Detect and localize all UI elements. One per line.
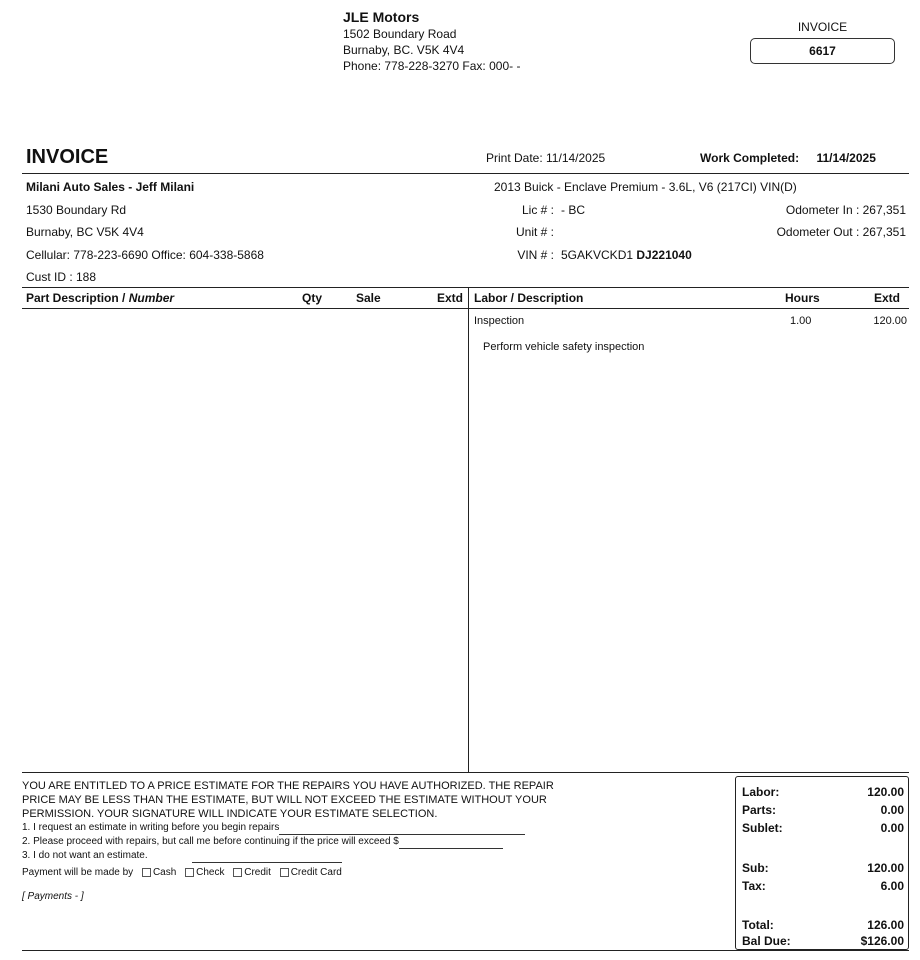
bal-due-label: Bal Due: bbox=[742, 934, 791, 948]
payment-methods bbox=[22, 866, 722, 880]
payments-note: [ Payments - ] bbox=[22, 891, 84, 902]
customer-id: Cust ID : 188 bbox=[26, 270, 97, 284]
divider bbox=[22, 287, 909, 288]
total-value: 126.00 bbox=[867, 918, 904, 932]
disclaimer-line: YOU ARE ENTITLED TO A PRICE ESTIMATE FOR THE REPAIRS YOU HAVE AUTHORIZED. THE REPAIR bbox=[22, 780, 554, 792]
work-completed-label: Work Completed: bbox=[700, 151, 800, 165]
divider bbox=[22, 308, 909, 309]
credit-label: Credit bbox=[244, 867, 271, 878]
labor-row-detail: Perform vehicle safety inspection bbox=[483, 341, 645, 353]
company-name: JLE Motors bbox=[343, 9, 420, 25]
divider bbox=[22, 772, 909, 773]
disclaimer-line: PERMISSION. YOUR SIGNATURE WILL INDICATE YOUR ESTIMATE SELECTION. bbox=[22, 808, 438, 820]
vin-label: VIN # : bbox=[517, 248, 554, 262]
credit-checkbox[interactable] bbox=[233, 868, 242, 877]
odometer-out: Odometer Out : 267,351 bbox=[776, 225, 906, 239]
credit-card-checkbox[interactable] bbox=[280, 868, 289, 877]
parts-extd-header: Extd bbox=[437, 291, 464, 305]
divider bbox=[22, 950, 909, 951]
signature-line[interactable] bbox=[279, 824, 525, 835]
sublet-value: 0.00 bbox=[880, 821, 904, 835]
qty-header: Qty bbox=[302, 291, 323, 305]
company-phone: Phone: 778-228-3270 Fax: 000- - bbox=[343, 59, 521, 73]
option-3-text: 3. I do not want an estimate. bbox=[22, 850, 148, 861]
vehicle-description: 2013 Buick - Enclave Premium - 3.6L, V6 (217CI) VIN(D) bbox=[494, 180, 797, 194]
signature-line[interactable] bbox=[192, 852, 342, 863]
parts-desc-header bbox=[26, 291, 174, 305]
sale-header: Sale bbox=[356, 291, 381, 305]
divider bbox=[22, 173, 909, 174]
customer-city: Burnaby, BC V5K 4V4 bbox=[26, 225, 144, 239]
check-checkbox[interactable] bbox=[185, 868, 194, 877]
bal-due-value: $126.00 bbox=[860, 934, 904, 948]
customer-name: Milani Auto Sales - Jeff Milani bbox=[26, 180, 195, 194]
labor-extd-header: Extd bbox=[874, 291, 901, 305]
cash-label: Cash bbox=[152, 867, 177, 878]
parts-label: Parts: bbox=[742, 803, 777, 817]
totals-box bbox=[735, 776, 909, 950]
labor-row-extd: 120.00 bbox=[873, 315, 907, 327]
disclaimer-line: PRICE MAY BE LESS THAN THE ESTIMATE, BUT WILL NOT EXCEED THE ESTIMATE WITHOUT YOUR bbox=[22, 794, 547, 806]
labor-row-hours: 1.00 bbox=[790, 315, 812, 327]
parts-number-header: Number bbox=[128, 291, 175, 305]
hours-header: Hours bbox=[785, 291, 820, 305]
company-info bbox=[343, 8, 520, 74]
unit-label: Unit # : bbox=[515, 225, 554, 239]
vin-value bbox=[561, 248, 692, 262]
total-label: Total: bbox=[742, 918, 774, 932]
estimate-option-1 bbox=[22, 821, 722, 835]
estimate-disclaimer bbox=[22, 779, 722, 904]
estimate-option-3 bbox=[22, 849, 722, 863]
cash-checkbox[interactable] bbox=[142, 868, 151, 877]
payment-label: Payment will be made by bbox=[22, 867, 134, 878]
invoice-box-label: INVOICE bbox=[797, 20, 848, 34]
column-divider bbox=[468, 287, 469, 772]
vin-prefix: 5GAKVCKD1 bbox=[561, 248, 634, 262]
labor-row-name: Inspection bbox=[474, 315, 525, 327]
labor-value: 120.00 bbox=[867, 785, 904, 799]
company-address: 1502 Boundary Road bbox=[343, 27, 457, 41]
sub-label: Sub: bbox=[742, 861, 769, 875]
sublet-label: Sublet: bbox=[742, 821, 783, 835]
price-limit-line[interactable] bbox=[399, 838, 503, 849]
vin-suffix: DJ221040 bbox=[636, 248, 692, 262]
option-1-text: 1. I request an estimate in writing before you begin repairs bbox=[22, 822, 280, 833]
estimate-option-2 bbox=[22, 835, 722, 849]
parts-desc-header-text: Part Description / bbox=[26, 291, 129, 305]
tax-label: Tax: bbox=[742, 879, 766, 893]
option-2-text: 2. Please proceed with repairs, but call me before continuing if the price will exceed $ bbox=[22, 836, 399, 847]
parts-value: 0.00 bbox=[880, 803, 904, 817]
print-date: Print Date: 11/14/2025 bbox=[486, 151, 606, 165]
page-title: INVOICE bbox=[26, 146, 109, 168]
labor-label: Labor: bbox=[742, 785, 780, 799]
check-label: Check bbox=[196, 867, 225, 878]
work-completed bbox=[700, 151, 876, 165]
customer-address: 1530 Boundary Rd bbox=[26, 203, 127, 217]
lic-value: - BC bbox=[561, 203, 585, 217]
sub-value: 120.00 bbox=[867, 861, 904, 875]
lic-label: Lic # : bbox=[521, 203, 554, 217]
odometer-in: Odometer In : 267,351 bbox=[785, 203, 906, 217]
labor-desc-header: Labor / Description bbox=[474, 291, 584, 305]
company-city: Burnaby, BC. V5K 4V4 bbox=[343, 43, 465, 57]
credit-card-label: Credit Card bbox=[290, 867, 342, 878]
customer-phones: Cellular: 778-223-6690 Office: 604-338-5868 bbox=[26, 248, 264, 262]
tax-value: 6.00 bbox=[880, 879, 904, 893]
work-completed-date: 11/14/2025 bbox=[816, 151, 876, 165]
invoice-number-box: 6617 bbox=[750, 38, 895, 64]
